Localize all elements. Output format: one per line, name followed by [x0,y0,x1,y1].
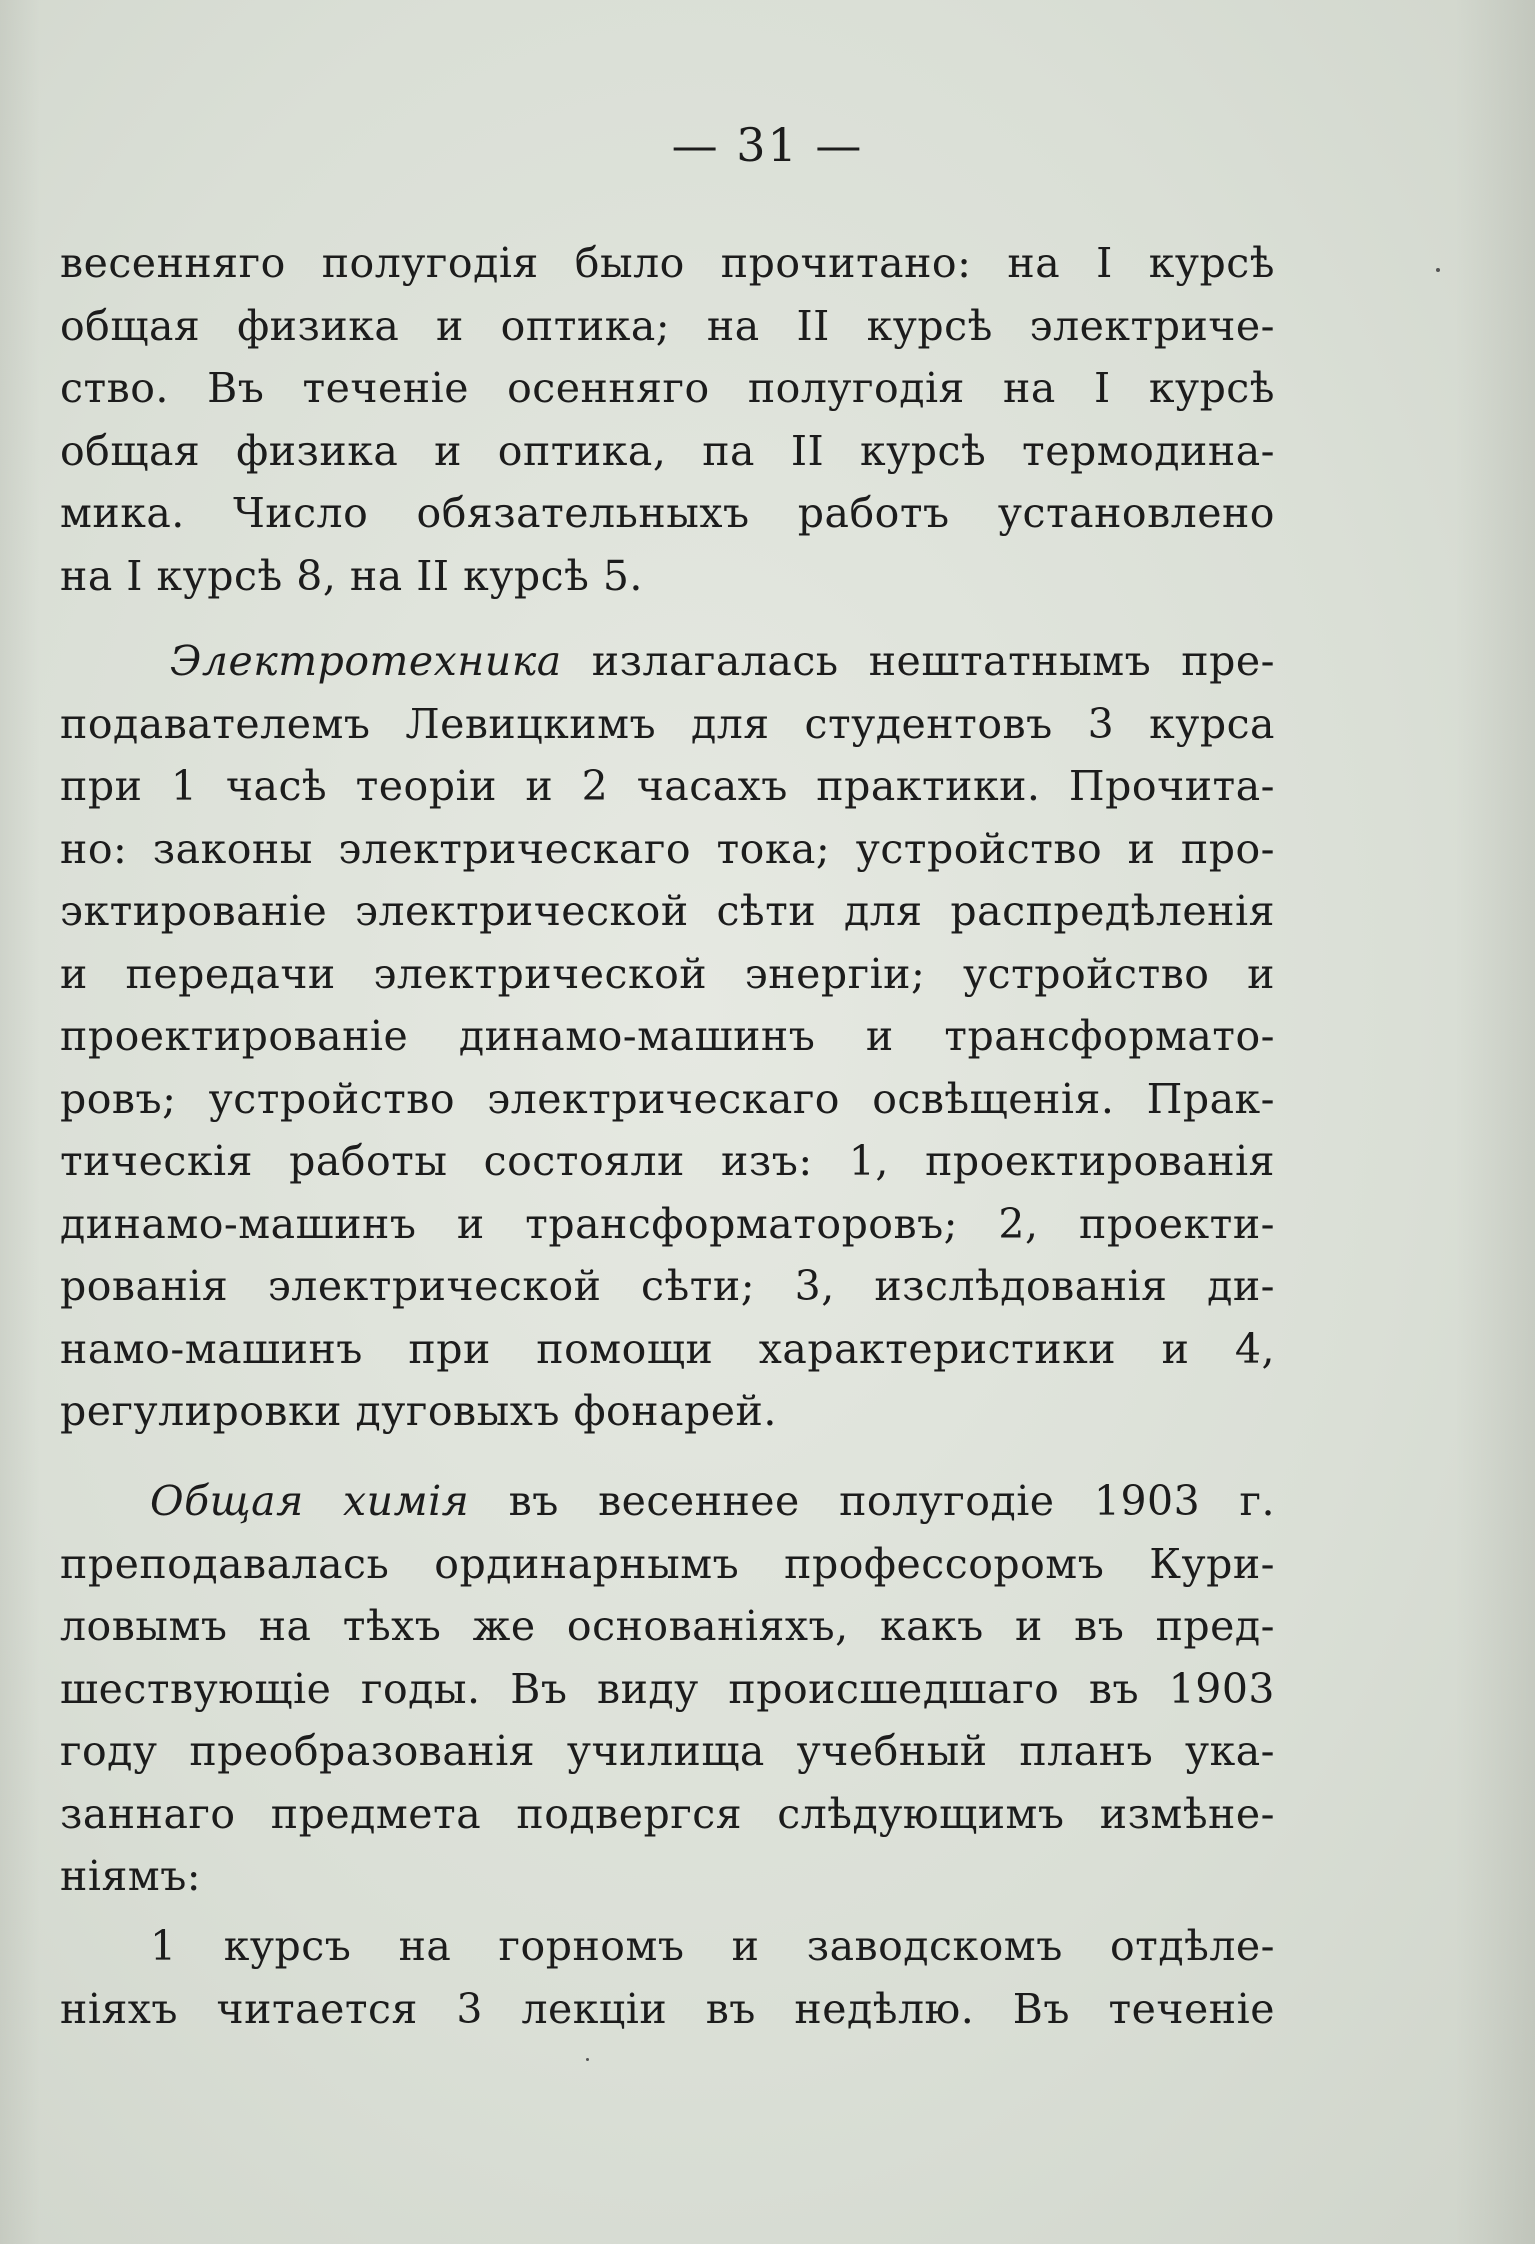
text-line: шествующіе годы. Въ виду происшедшаго въ 1903 [60,1664,1275,1713]
text-line: но: законы электрическаго тока; устройство и про- [60,824,1275,873]
page-edge-shadow [1455,0,1535,2244]
text-line: ніямъ: [60,1852,202,1900]
text-line: при 1 часѣ теоріи и 2 часахъ практики. Прочита- [60,762,1275,810]
paragraph-electrotechnics [60,630,1275,1443]
text-line: Электротехника излагалась нештатнымъ пре- [170,637,1275,685]
text-line: ніяхъ читается 3 лекціи въ недѣлю. Въ теченіе [60,1984,1275,2033]
text-line: 1 курсъ на горномъ и заводскомъ отдѣле- [150,1922,1275,1970]
text-line: общая физика и оптика, па II курсѣ термодина- [60,426,1275,475]
text-line: проектированіе динамо-машинъ и трансформато- [60,1012,1275,1060]
text-line: мика. Число обязательныхъ работъ установлено [60,489,1275,537]
text-line: преподавалась ординарнымъ профессоромъ Кури- [60,1539,1275,1588]
text-line: ловымъ на тѣхъ же основаніяхъ, какъ и въ пред- [60,1602,1275,1650]
text-line: весенняго полугодія было прочитано: на I курсѣ [60,239,1275,287]
page-number: — 31 — [671,118,864,172]
text-line: ровъ; устройство электрическаго освѣщенія. Прак- [60,1074,1275,1123]
page-gutter-shadow [0,0,40,2244]
text-line: намо-машинъ при помощи характеристики и 4, [60,1324,1275,1373]
paragraph-chemistry [60,1470,1275,1908]
paragraph-physics [60,232,1275,607]
text-line: Общая химія въ весеннее полугодіе 1903 г. [150,1477,1275,1525]
italic-heading-chemistry: Общая химія [150,1477,470,1525]
text-line: тическія работы состояли изъ: 1, проектированія [60,1137,1275,1185]
paper-speck [1436,268,1440,272]
text-line: заннаго предмета подвергся слѣдующимъ измѣне- [60,1789,1275,1838]
text-line: рованія электрической сѣти; 3, изслѣдованія ди- [60,1262,1275,1310]
italic-heading-electrotechnics: Электротехника [170,637,562,685]
text-line: эктированіе электрической сѣти для распредѣленія [60,887,1275,935]
text-line: регулировки дуговыхъ фонарей. [60,1387,777,1435]
text-line: динамо-машинъ и трансформаторовъ; 2, проекти- [60,1199,1275,1248]
paragraph-first-course [60,1915,1275,2040]
paper-speck [586,2058,589,2061]
text-line: на I курсѣ 8, на II курсѣ 5. [60,551,643,600]
text-line: подавателемъ Левицкимъ для студентовъ 3 курса [60,699,1275,748]
text-line: году преобразованія училища учебный планъ ука- [60,1727,1275,1775]
text-line: и передачи электрической энергіи; устройство и [60,949,1275,998]
text-line: ство. Въ теченіе осенняго полугодія на I курсѣ [60,364,1275,412]
text-line: общая физика и оптика; на II курсѣ электриче- [60,301,1275,350]
